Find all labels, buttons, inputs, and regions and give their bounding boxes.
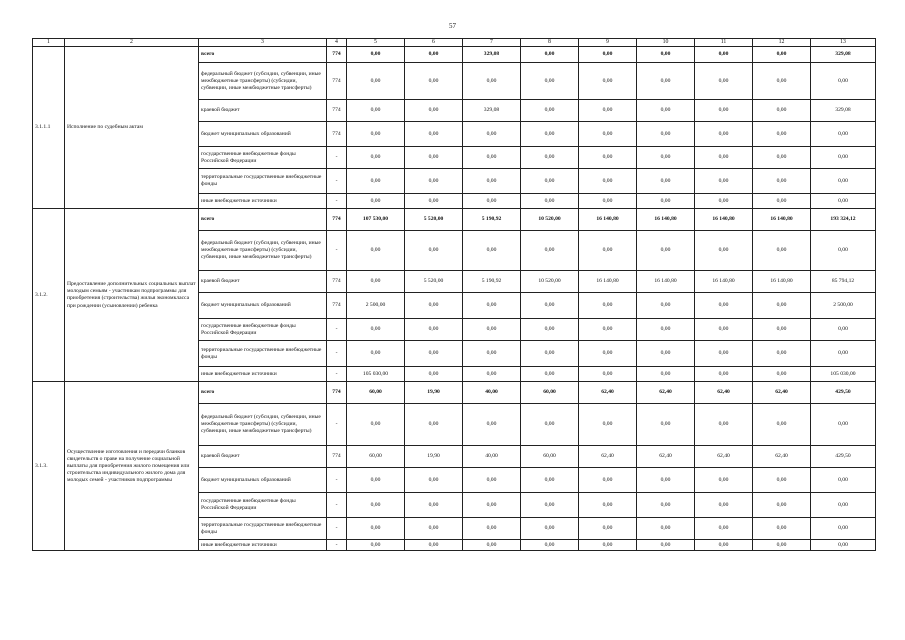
value-cell: 329,08 xyxy=(811,47,876,63)
section-title: Исполнение по судебным актам xyxy=(65,47,199,209)
value-cell: 0,00 xyxy=(579,231,637,271)
value-cell: 0,00 xyxy=(463,63,521,100)
value-cell: 0,00 xyxy=(347,319,405,341)
value-cell: 105 030,00 xyxy=(347,367,405,382)
table-row xyxy=(33,47,876,63)
value-cell: 0,00 xyxy=(579,147,637,169)
value-cell: 0,00 xyxy=(811,169,876,194)
grbs-code: - xyxy=(327,468,347,493)
value-cell: 0,00 xyxy=(811,518,876,540)
value-cell: 0,00 xyxy=(463,367,521,382)
value-cell: 60,00 xyxy=(347,446,405,468)
funding-source: государственные внебюджетные фонды Российской Федерации xyxy=(199,147,327,169)
grbs-code: 774 xyxy=(327,100,347,122)
funding-source: краевой бюджет xyxy=(199,271,327,293)
value-cell: 0,00 xyxy=(753,63,811,100)
section-code: 3.1.2. xyxy=(33,209,65,382)
value-cell: 0,00 xyxy=(463,468,521,493)
value-cell: 0,00 xyxy=(405,493,463,518)
value-cell: 0,00 xyxy=(521,540,579,551)
value-cell: 0,00 xyxy=(637,518,695,540)
grbs-code: 774 xyxy=(327,446,347,468)
section-code: 3.1.1.1 xyxy=(33,47,65,209)
value-cell: 62,40 xyxy=(753,382,811,404)
value-cell: 16 140,80 xyxy=(753,271,811,293)
value-cell: 0,00 xyxy=(347,493,405,518)
value-cell: 0,00 xyxy=(637,493,695,518)
grbs-code: - xyxy=(327,341,347,367)
value-cell: 0,00 xyxy=(753,493,811,518)
value-cell: 0,00 xyxy=(521,319,579,341)
value-cell: 0,00 xyxy=(695,468,753,493)
funding-source: государственные внебюджетные фонды Российской Федерации xyxy=(199,319,327,341)
value-cell: 0,00 xyxy=(405,147,463,169)
value-cell: 0,00 xyxy=(695,47,753,63)
value-cell: 0,00 xyxy=(753,100,811,122)
value-cell: 60,00 xyxy=(521,446,579,468)
funding-source: иные внебюджетные источники xyxy=(199,367,327,382)
value-cell: 429,50 xyxy=(811,382,876,404)
value-cell: 0,00 xyxy=(463,341,521,367)
value-cell: 0,00 xyxy=(347,169,405,194)
value-cell: 0,00 xyxy=(347,341,405,367)
value-cell: 62,40 xyxy=(637,382,695,404)
grbs-code: 774 xyxy=(327,122,347,147)
funding-source: федеральный бюджет (субсидии, субвенции, иные межбюджетные трансферты) (субсидии, субвенции, иные межбюджетные трансферты) xyxy=(199,231,327,271)
funding-source: территориальные государственные внебюджетные фонды xyxy=(199,169,327,194)
value-cell: 0,00 xyxy=(695,493,753,518)
value-cell: 0,00 xyxy=(695,194,753,209)
value-cell: 0,00 xyxy=(695,404,753,446)
funding-source: бюджет муниципальных образований xyxy=(199,293,327,319)
value-cell: 0,00 xyxy=(637,47,695,63)
funding-source: краевой бюджет xyxy=(199,446,327,468)
grbs-code: - xyxy=(327,169,347,194)
value-cell: 16 140,80 xyxy=(695,271,753,293)
value-cell: 0,00 xyxy=(579,194,637,209)
value-cell: 0,00 xyxy=(521,100,579,122)
header-col-12: 12 xyxy=(753,39,811,47)
value-cell: 0,00 xyxy=(405,319,463,341)
value-cell: 0,00 xyxy=(405,63,463,100)
grbs-code: 774 xyxy=(327,271,347,293)
value-cell: 60,00 xyxy=(521,382,579,404)
value-cell: 0,00 xyxy=(405,194,463,209)
section-title: Осуществление изготовления и передачи бланков свидетельств о праве на получение социальной выплаты для приобретения жилого помещения или строительства индивидуального жилого дома для молодых семей - участников подпрограммы xyxy=(65,382,199,551)
value-cell: 0,00 xyxy=(405,341,463,367)
value-cell: 0,00 xyxy=(521,122,579,147)
page-number: 57 xyxy=(449,22,456,30)
value-cell: 0,00 xyxy=(637,169,695,194)
header-col-11: 11 xyxy=(695,39,753,47)
value-cell: 0,00 xyxy=(637,63,695,100)
value-cell: 0,00 xyxy=(695,540,753,551)
grbs-code: - xyxy=(327,540,347,551)
value-cell: 16 140,80 xyxy=(579,271,637,293)
value-cell: 0,00 xyxy=(405,122,463,147)
table-row xyxy=(33,209,876,231)
value-cell: 0,00 xyxy=(579,293,637,319)
funding-source: бюджет муниципальных образований xyxy=(199,122,327,147)
value-cell: 0,00 xyxy=(405,518,463,540)
funding-source: территориальные государственные внебюджетные фонды xyxy=(199,518,327,540)
grbs-code: - xyxy=(327,231,347,271)
value-cell: 0,00 xyxy=(347,100,405,122)
value-cell: 0,00 xyxy=(811,468,876,493)
value-cell: 0,00 xyxy=(637,468,695,493)
value-cell: 0,00 xyxy=(579,122,637,147)
header-col-5: 5 xyxy=(347,39,405,47)
funding-source: бюджет муниципальных образований xyxy=(199,468,327,493)
header-col-9: 9 xyxy=(579,39,637,47)
value-cell: 0,00 xyxy=(347,122,405,147)
value-cell: 19,90 xyxy=(405,446,463,468)
funding-source: иные внебюджетные источники xyxy=(199,194,327,209)
value-cell: 62,40 xyxy=(695,446,753,468)
value-cell: 0,00 xyxy=(695,169,753,194)
header-col-3: 3 xyxy=(199,39,327,47)
value-cell: 0,00 xyxy=(579,47,637,63)
value-cell: 0,00 xyxy=(579,63,637,100)
value-cell: 0,00 xyxy=(347,468,405,493)
value-cell: 429,50 xyxy=(811,446,876,468)
value-cell: 0,00 xyxy=(637,341,695,367)
value-cell: 0,00 xyxy=(521,518,579,540)
value-cell: 0,00 xyxy=(579,100,637,122)
value-cell: 0,00 xyxy=(463,122,521,147)
value-cell: 0,00 xyxy=(753,194,811,209)
value-cell: 0,00 xyxy=(695,63,753,100)
value-cell: 0,00 xyxy=(753,293,811,319)
value-cell: 0,00 xyxy=(637,147,695,169)
value-cell: 10 520,00 xyxy=(521,209,579,231)
value-cell: 0,00 xyxy=(695,122,753,147)
value-cell: 0,00 xyxy=(521,47,579,63)
table-row xyxy=(33,382,876,404)
value-cell: 0,00 xyxy=(579,341,637,367)
value-cell: 0,00 xyxy=(463,319,521,341)
grbs-code: - xyxy=(327,367,347,382)
value-cell: 16 140,80 xyxy=(695,209,753,231)
value-cell: 0,00 xyxy=(463,194,521,209)
value-cell: 16 140,80 xyxy=(579,209,637,231)
header-col-6: 6 xyxy=(405,39,463,47)
funding-source: территориальные государственные внебюджетные фонды xyxy=(199,341,327,367)
value-cell: 0,00 xyxy=(811,493,876,518)
value-cell: 0,00 xyxy=(521,367,579,382)
value-cell: 107 530,00 xyxy=(347,209,405,231)
value-cell: 0,00 xyxy=(753,147,811,169)
value-cell: 0,00 xyxy=(753,122,811,147)
value-cell: 62,40 xyxy=(637,446,695,468)
value-cell: 2 500,00 xyxy=(811,293,876,319)
value-cell: 0,00 xyxy=(347,147,405,169)
value-cell: 329,08 xyxy=(463,47,521,63)
value-cell: 0,00 xyxy=(695,341,753,367)
funding-source: краевой бюджет xyxy=(199,100,327,122)
grbs-code: 774 xyxy=(327,293,347,319)
value-cell: 5 190,92 xyxy=(463,271,521,293)
value-cell: 0,00 xyxy=(579,404,637,446)
value-cell: 0,00 xyxy=(521,341,579,367)
value-cell: 0,00 xyxy=(405,47,463,63)
value-cell: 0,00 xyxy=(637,231,695,271)
value-cell: 0,00 xyxy=(347,231,405,271)
value-cell: 0,00 xyxy=(521,147,579,169)
value-cell: 0,00 xyxy=(521,493,579,518)
value-cell: 0,00 xyxy=(753,169,811,194)
value-cell: 0,00 xyxy=(521,231,579,271)
value-cell: 105 030,00 xyxy=(811,367,876,382)
value-cell: 0,00 xyxy=(579,367,637,382)
value-cell: 0,00 xyxy=(463,293,521,319)
value-cell: 0,00 xyxy=(695,100,753,122)
funding-source: федеральный бюджет (субсидии, субвенции, иные межбюджетные трансферты) (субсидии, субвенции, иные межбюджетные трансферты) xyxy=(199,63,327,100)
header-col-13: 13 xyxy=(811,39,876,47)
value-cell: 0,00 xyxy=(637,293,695,319)
grbs-code: - xyxy=(327,319,347,341)
value-cell: 0,00 xyxy=(637,367,695,382)
grbs-code: 774 xyxy=(327,47,347,63)
grbs-code: - xyxy=(327,493,347,518)
value-cell: 0,00 xyxy=(405,231,463,271)
value-cell: 329,08 xyxy=(463,100,521,122)
value-cell: 0,00 xyxy=(347,404,405,446)
value-cell: 85 794,12 xyxy=(811,271,876,293)
budget-table xyxy=(32,38,876,551)
value-cell: 0,00 xyxy=(405,468,463,493)
value-cell: 0,00 xyxy=(521,468,579,493)
funding-source: иные внебюджетные источники xyxy=(199,540,327,551)
value-cell: 16 140,80 xyxy=(637,271,695,293)
value-cell: 0,00 xyxy=(463,147,521,169)
section-title: Предоставление дополнительных социальных выплат молодым семьям - участникам подпрограммы для приобретения (строительства) жилья экономкласса при рождении (усыновлении) ребенка xyxy=(65,209,199,382)
value-cell: 0,00 xyxy=(347,47,405,63)
value-cell: 0,00 xyxy=(579,169,637,194)
value-cell: 0,00 xyxy=(753,47,811,63)
value-cell: 0,00 xyxy=(579,468,637,493)
grbs-code: 774 xyxy=(327,209,347,231)
value-cell: 0,00 xyxy=(405,367,463,382)
value-cell: 0,00 xyxy=(347,194,405,209)
value-cell: 0,00 xyxy=(637,194,695,209)
value-cell: 5 520,00 xyxy=(405,209,463,231)
value-cell: 0,00 xyxy=(579,540,637,551)
value-cell: 5 520,00 xyxy=(405,271,463,293)
value-cell: 0,00 xyxy=(637,404,695,446)
value-cell: 0,00 xyxy=(637,122,695,147)
value-cell: 0,00 xyxy=(811,319,876,341)
value-cell: 0,00 xyxy=(405,169,463,194)
value-cell: 62,40 xyxy=(579,382,637,404)
value-cell: 0,00 xyxy=(579,493,637,518)
funding-source: государственные внебюджетные фонды Российской Федерации xyxy=(199,493,327,518)
value-cell: 0,00 xyxy=(521,169,579,194)
value-cell: 0,00 xyxy=(695,147,753,169)
value-cell: 40,00 xyxy=(463,446,521,468)
value-cell: 0,00 xyxy=(463,169,521,194)
value-cell: 0,00 xyxy=(347,540,405,551)
value-cell: 0,00 xyxy=(521,63,579,100)
value-cell: 0,00 xyxy=(695,231,753,271)
value-cell: 0,00 xyxy=(463,231,521,271)
value-cell: 0,00 xyxy=(753,319,811,341)
header-row xyxy=(33,39,876,47)
value-cell: 0,00 xyxy=(811,341,876,367)
value-cell: 0,00 xyxy=(695,293,753,319)
value-cell: 0,00 xyxy=(521,293,579,319)
value-cell: 0,00 xyxy=(637,319,695,341)
header-col-7: 7 xyxy=(463,39,521,47)
value-cell: 0,00 xyxy=(579,518,637,540)
value-cell: 16 140,80 xyxy=(753,209,811,231)
value-cell: 0,00 xyxy=(521,404,579,446)
value-cell: 0,00 xyxy=(463,540,521,551)
value-cell: 0,00 xyxy=(811,540,876,551)
grbs-code: - xyxy=(327,194,347,209)
funding-source: всего xyxy=(199,209,327,231)
value-cell: 193 324,12 xyxy=(811,209,876,231)
value-cell: 10 520,00 xyxy=(521,271,579,293)
value-cell: 0,00 xyxy=(753,341,811,367)
value-cell: 40,00 xyxy=(463,382,521,404)
value-cell: 0,00 xyxy=(811,147,876,169)
value-cell: 62,40 xyxy=(579,446,637,468)
value-cell: 0,00 xyxy=(753,231,811,271)
header-col-1: 1 xyxy=(33,39,65,47)
value-cell: 0,00 xyxy=(695,319,753,341)
section-code: 3.1.3. xyxy=(33,382,65,551)
value-cell: 0,00 xyxy=(463,404,521,446)
value-cell: 0,00 xyxy=(753,468,811,493)
value-cell: 0,00 xyxy=(695,367,753,382)
value-cell: 0,00 xyxy=(405,293,463,319)
value-cell: 0,00 xyxy=(637,540,695,551)
header-col-8: 8 xyxy=(521,39,579,47)
grbs-code: - xyxy=(327,518,347,540)
value-cell: 2 500,00 xyxy=(347,293,405,319)
funding-source: всего xyxy=(199,47,327,63)
header-col-2: 2 xyxy=(65,39,199,47)
value-cell: 62,40 xyxy=(753,446,811,468)
value-cell: 0,00 xyxy=(405,404,463,446)
value-cell: 0,00 xyxy=(347,518,405,540)
value-cell: 329,08 xyxy=(811,100,876,122)
value-cell: 0,00 xyxy=(811,63,876,100)
value-cell: 0,00 xyxy=(637,100,695,122)
value-cell: 62,40 xyxy=(695,382,753,404)
value-cell: 0,00 xyxy=(405,540,463,551)
value-cell: 60,00 xyxy=(347,382,405,404)
value-cell: 0,00 xyxy=(405,100,463,122)
value-cell: 0,00 xyxy=(811,122,876,147)
value-cell: 0,00 xyxy=(695,518,753,540)
value-cell: 0,00 xyxy=(579,319,637,341)
value-cell: 0,00 xyxy=(753,518,811,540)
value-cell: 0,00 xyxy=(811,231,876,271)
value-cell: 0,00 xyxy=(347,271,405,293)
value-cell: 0,00 xyxy=(463,518,521,540)
funding-source: федеральный бюджет (субсидии, субвенции, иные межбюджетные трансферты) (субсидии, субвенции, иные межбюджетные трансферты) xyxy=(199,404,327,446)
funding-source: всего xyxy=(199,382,327,404)
grbs-code: - xyxy=(327,404,347,446)
value-cell: 0,00 xyxy=(753,540,811,551)
header-col-10: 10 xyxy=(637,39,695,47)
value-cell: 0,00 xyxy=(811,194,876,209)
value-cell: 19,90 xyxy=(405,382,463,404)
value-cell: 0,00 xyxy=(753,404,811,446)
grbs-code: 774 xyxy=(327,63,347,100)
grbs-code: 774 xyxy=(327,382,347,404)
grbs-code: - xyxy=(327,147,347,169)
value-cell: 0,00 xyxy=(811,404,876,446)
value-cell: 5 190,92 xyxy=(463,209,521,231)
header-col-4: 4 xyxy=(327,39,347,47)
value-cell: 16 140,80 xyxy=(637,209,695,231)
value-cell: 0,00 xyxy=(753,367,811,382)
value-cell: 0,00 xyxy=(347,63,405,100)
value-cell: 0,00 xyxy=(463,493,521,518)
value-cell: 0,00 xyxy=(521,194,579,209)
